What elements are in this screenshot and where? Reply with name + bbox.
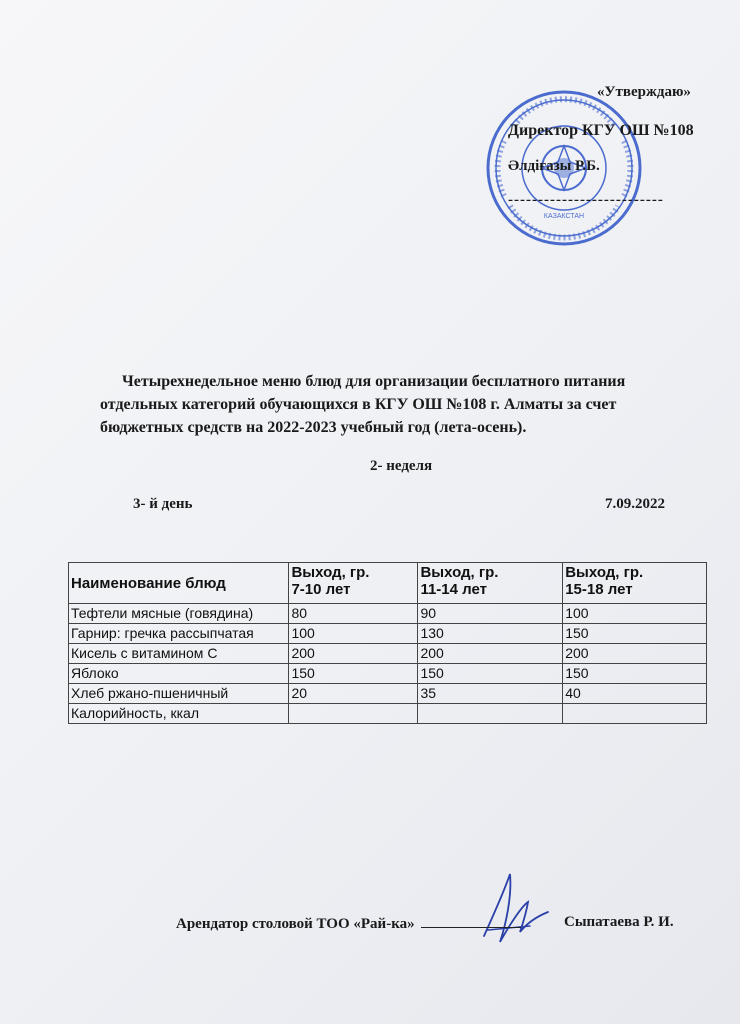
portion-11-14: 150 [418, 664, 563, 684]
lessor-line [176, 914, 527, 933]
title-line-1: Четырехнедельное меню блюд для организации бесплатного питания [122, 373, 626, 390]
portion-7-10: 150 [289, 664, 418, 684]
day-label: 3- й день [133, 496, 193, 512]
table-row [69, 704, 707, 724]
title-line-2: отдельных категорий обучающихся в КГУ ОШ №108 г. Алматы за счет [100, 396, 617, 413]
portion-7-10: 20 [289, 684, 418, 704]
portion-7-10: 200 [289, 644, 418, 664]
approval-signature-line: -------------------------- [508, 192, 664, 208]
header-age-15-18: Выход, гр. 15-18 лет [563, 563, 707, 604]
menu-table [68, 562, 707, 724]
table-header-row [69, 563, 707, 604]
header-age-11-14: Выход, гр. 11-14 лет [418, 563, 563, 604]
header-age-7-10: Выход, гр. 7-10 лет [289, 563, 418, 604]
approval-person: Әлдiғазы Р.Б. [508, 158, 600, 174]
signature-blank [421, 914, 521, 928]
portion-15-18: 150 [563, 664, 707, 684]
portion-15-18 [563, 704, 707, 724]
portion-15-18: 150 [563, 624, 707, 644]
table-row [69, 644, 707, 664]
portion-11-14: 130 [418, 624, 563, 644]
approval-position: Директор КГУ ОШ №108 [508, 122, 694, 139]
dish-name: Кисель с витамином С [69, 644, 289, 664]
table-row [69, 624, 707, 644]
table-row [69, 684, 707, 704]
portion-11-14: 35 [418, 684, 563, 704]
portion-15-18: 100 [563, 604, 707, 624]
lessor-name: Сыпатаева Р. И. [564, 914, 674, 930]
document-title [100, 370, 690, 439]
dish-name: Хлеб ржано-пшеничный [69, 684, 289, 704]
header-dish: Наименование блюд [69, 563, 289, 604]
portion-7-10 [289, 704, 418, 724]
portion-11-14: 200 [418, 644, 563, 664]
lessor-label: Арендатор столовой ТОО «Рай-ка» [176, 916, 415, 932]
dish-name: Яблоко [69, 664, 289, 684]
portion-15-18: 40 [563, 684, 707, 704]
week-label: 2- неделя [370, 458, 433, 474]
portion-11-14 [418, 704, 563, 724]
table-row [69, 604, 707, 624]
date-label: 7.09.2022 [605, 496, 665, 512]
portion-15-18: 200 [563, 644, 707, 664]
approval-heading: «Утверждаю» [597, 84, 691, 100]
title-line-3: бюджетных средств на 2022-2023 учебный год (лета-осень). [100, 419, 527, 436]
dish-name: Гарнир: гречка рассыпчатая [69, 624, 289, 644]
portion-11-14: 90 [418, 604, 563, 624]
portion-7-10: 80 [289, 604, 418, 624]
svg-text:КАЗАКСТАН: КАЗАКСТАН [543, 213, 585, 220]
portion-7-10: 100 [289, 624, 418, 644]
handwritten-signature-icon [470, 866, 560, 956]
table-row [69, 664, 707, 684]
dish-name: Калорийность, ккал [69, 704, 289, 724]
dish-name: Тефтели мясные (говядина) [69, 604, 289, 624]
